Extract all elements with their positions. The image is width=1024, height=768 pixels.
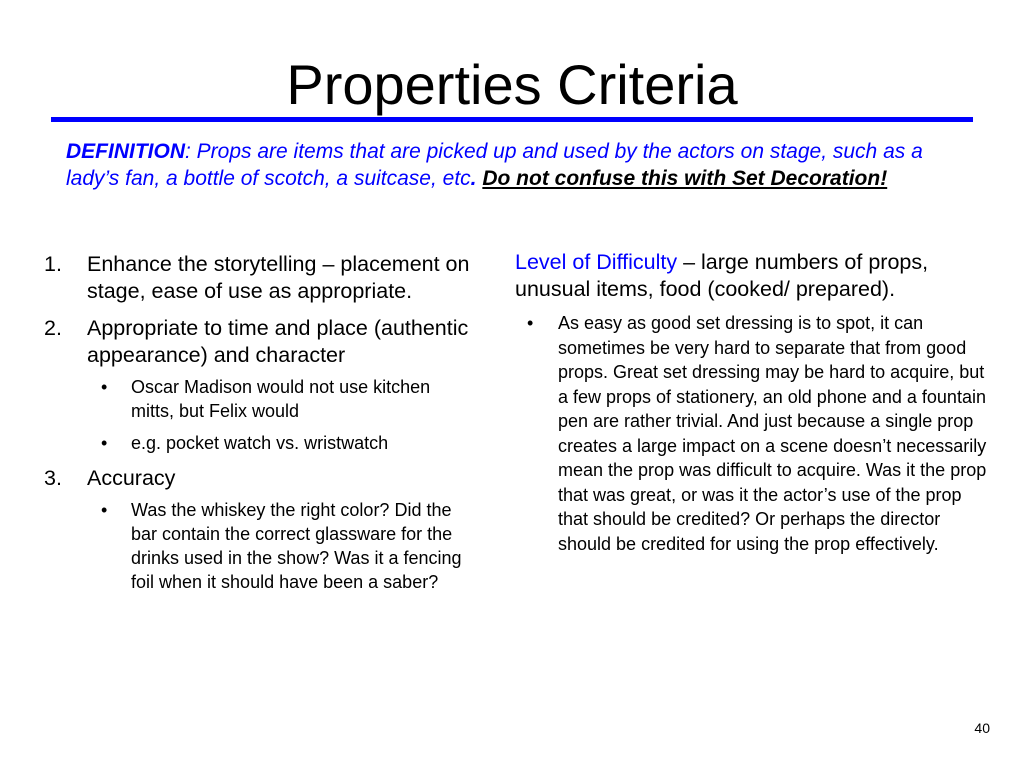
criteria-sublist xyxy=(87,498,474,594)
slide-title: Properties Criteria xyxy=(286,53,738,116)
page-number: 40 xyxy=(974,720,990,736)
criteria-subitem-text: e.g. pocket watch vs. wristwatch xyxy=(131,433,389,453)
criteria-number: 1. xyxy=(44,252,62,276)
criteria-sublist xyxy=(87,375,474,455)
definition-label: DEFINITION xyxy=(66,140,185,163)
bullet-icon: • xyxy=(101,433,108,453)
definition-block xyxy=(66,138,976,192)
criteria-number: 3. xyxy=(44,466,62,490)
difficulty-label: Level of Difficulty xyxy=(515,250,678,274)
difficulty-bullet-text: As easy as good set dressing is to spot, it can sometimes be very hard to separate that from good props. Great set dressing may be hard to acquire, but a few props of stationery, an old phone and a fountain pen are rather trivial. And just because a single prop creates a large impact on a scene doesn’t necessarily mean the prop was difficult to acquire. Was it the prop that was great, or was it the actor’s use of the prop that should be credited? Or perhaps the director should be credited for using the prop effectively. xyxy=(558,313,987,554)
criteria-text: Appropriate to time and place (authentic appearance) and character xyxy=(87,316,469,367)
criteria-number: 2. xyxy=(44,316,62,340)
difficulty-bullet xyxy=(515,311,990,556)
difficulty-bullets xyxy=(515,311,990,556)
criteria-subitem-text: Oscar Madison would not use kitchen mitts, but Felix would xyxy=(131,377,431,421)
criteria-subitem-text: Was the whiskey the right color? Did the bar contain the correct glassware for the drinks used in the show? Was it a fencing foil when it should have been a saber? xyxy=(131,500,462,592)
bullet-icon: • xyxy=(101,500,108,520)
criteria-list xyxy=(44,251,474,604)
difficulty-text: – large numbers of props, unusual items, food (cooked/ prepared). xyxy=(515,250,929,301)
criteria-item xyxy=(44,315,474,455)
difficulty-section xyxy=(515,249,990,556)
criteria-subitem xyxy=(87,375,474,423)
title-underline xyxy=(51,117,973,122)
criteria-item xyxy=(44,251,474,305)
criteria-subitem xyxy=(87,498,474,594)
definition-period: . xyxy=(470,167,483,190)
criteria-item xyxy=(44,465,474,594)
definition-colon: : xyxy=(185,140,197,163)
definition-text: Props are items that are picked up and used by the actors on stage, such as a lady’s fan, a bottle of scotch, a suitcase, etc xyxy=(66,140,923,190)
criteria-text: Enhance the storytelling – placement on stage, ease of use as appropriate. xyxy=(87,252,470,303)
bullet-icon: • xyxy=(527,313,534,333)
difficulty-heading xyxy=(515,249,990,303)
definition-warning: Do not confuse this with Set Decoration! xyxy=(482,167,888,190)
criteria-subitem xyxy=(87,431,474,455)
criteria-text: Accuracy xyxy=(87,466,176,490)
bullet-icon: • xyxy=(101,377,108,397)
